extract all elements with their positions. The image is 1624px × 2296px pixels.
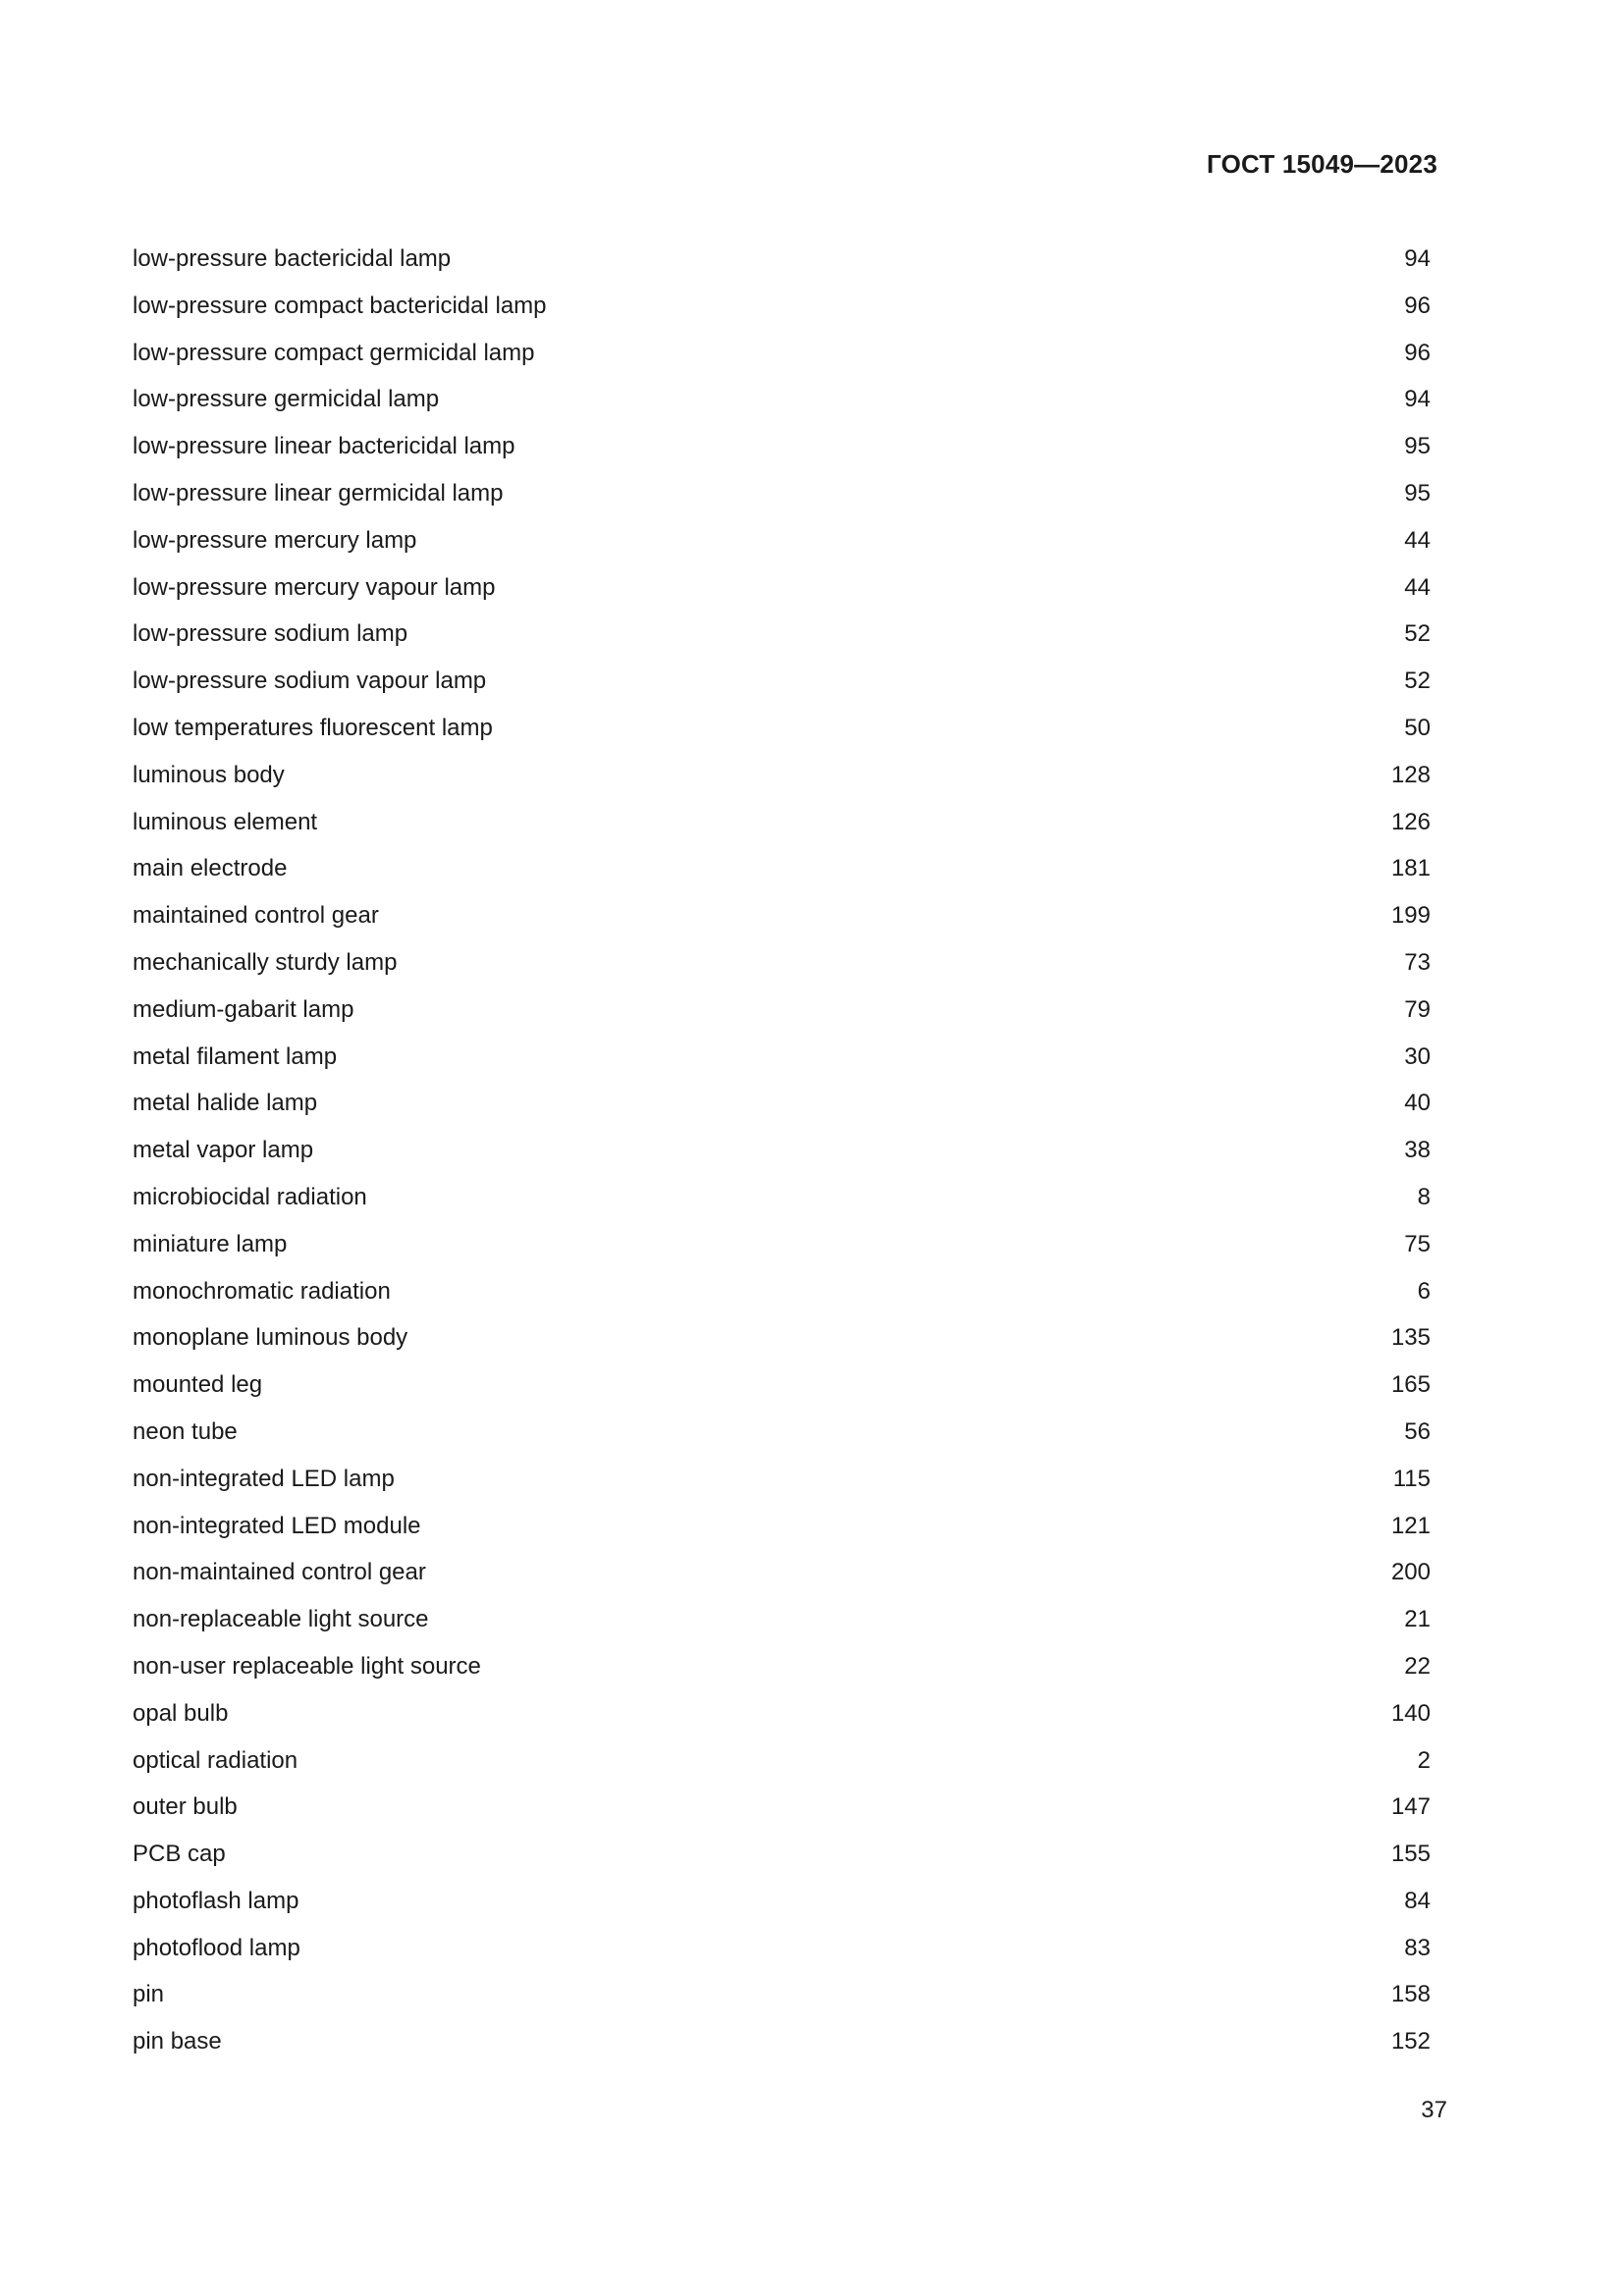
index-term: monoplane luminous body — [133, 1324, 408, 1352]
index-term: non-integrated LED module — [133, 1512, 421, 1539]
index-page-ref: 199 — [1390, 902, 1431, 930]
index-page-ref: 22 — [1404, 1652, 1431, 1680]
index-page-ref: 96 — [1404, 292, 1431, 319]
index-page-ref: 84 — [1404, 1887, 1431, 1914]
index-page-ref: 40 — [1404, 1090, 1431, 1117]
index-entry — [133, 1835, 1431, 1882]
index-term: medium-gabarit lamp — [133, 995, 354, 1023]
index-entry — [133, 1882, 1431, 1929]
index-entry — [133, 756, 1431, 803]
index-term: metal filament lamp — [133, 1042, 338, 1070]
index-term: metal halide lamp — [133, 1090, 318, 1117]
index-entry — [133, 1788, 1431, 1835]
index-page-ref: 6 — [1417, 1277, 1431, 1305]
index-page-ref: 73 — [1404, 948, 1431, 976]
index-page-ref: 181 — [1390, 855, 1431, 882]
index-term: low-pressure germicidal lamp — [133, 386, 440, 413]
index-entry — [133, 240, 1431, 287]
page-number: 37 — [1421, 2097, 1447, 2123]
index-term: non-user replaceable light source — [133, 1652, 481, 1680]
index-entry — [133, 943, 1431, 990]
index-entry — [133, 287, 1431, 334]
index-page-ref: 158 — [1390, 1981, 1431, 2008]
index-term: low-pressure bactericidal lamp — [133, 245, 452, 272]
index-term: monochromatic radiation — [133, 1277, 391, 1305]
index-page-ref: 50 — [1404, 714, 1431, 741]
index-entry — [133, 709, 1431, 756]
index-term: low temperatures fluorescent lamp — [133, 714, 493, 741]
index-entry — [133, 1272, 1431, 1319]
index-term: low-pressure mercury vapour lamp — [133, 573, 496, 601]
index-page-ref: 44 — [1404, 573, 1431, 601]
index-term: opal bulb — [133, 1699, 229, 1727]
index-term: mechanically sturdy lamp — [133, 948, 398, 976]
index-page-ref: 152 — [1390, 2028, 1431, 2056]
index-page-ref: 115 — [1392, 1465, 1431, 1492]
index-page-ref: 30 — [1404, 1042, 1431, 1070]
index-entry — [133, 474, 1431, 521]
index-term: maintained control gear — [133, 902, 379, 930]
index-page-ref: 21 — [1404, 1606, 1431, 1633]
index-entry — [133, 1694, 1431, 1741]
index-page-ref: 52 — [1404, 667, 1431, 695]
index-entry — [133, 896, 1431, 943]
index-term: low-pressure sodium lamp — [133, 620, 408, 648]
index-page-ref: 155 — [1390, 1841, 1431, 1868]
index-entry — [133, 1413, 1431, 1460]
index-page-ref: 52 — [1404, 620, 1431, 648]
index-page-ref: 165 — [1390, 1371, 1431, 1399]
index-term: microbiocidal radiation — [133, 1183, 367, 1210]
index-entry — [133, 568, 1431, 615]
index-page-ref: 38 — [1404, 1137, 1431, 1164]
index-entry — [133, 2022, 1431, 2069]
index-entry — [133, 1553, 1431, 1600]
term-index-list — [133, 240, 1431, 2069]
index-term: low-pressure compact germicidal lamp — [133, 339, 535, 366]
index-page-ref: 75 — [1404, 1230, 1431, 1257]
index-entry — [133, 1225, 1431, 1272]
index-term: main electrode — [133, 855, 288, 882]
index-term: photoflash lamp — [133, 1887, 299, 1914]
index-page-ref: 135 — [1390, 1324, 1431, 1352]
index-entry — [133, 1038, 1431, 1085]
index-page-ref: 94 — [1404, 245, 1431, 272]
index-entry — [133, 1929, 1431, 1976]
index-term: pin base — [133, 2028, 222, 2056]
index-term: low-pressure mercury lamp — [133, 526, 417, 554]
index-page-ref: 95 — [1404, 433, 1431, 460]
index-entry — [133, 521, 1431, 568]
index-entry — [133, 1178, 1431, 1225]
index-term: photoflood lamp — [133, 1934, 300, 1961]
index-page-ref: 200 — [1390, 1559, 1431, 1586]
index-page-ref: 2 — [1417, 1746, 1431, 1774]
index-page-ref: 96 — [1404, 339, 1431, 366]
index-page-ref: 8 — [1417, 1183, 1431, 1210]
index-entry — [133, 380, 1431, 427]
index-entry — [133, 1647, 1431, 1694]
index-entry — [133, 1600, 1431, 1647]
index-term: optical radiation — [133, 1746, 298, 1774]
index-term: miniature lamp — [133, 1230, 288, 1257]
index-page-ref: 128 — [1390, 761, 1431, 788]
index-page-ref: 94 — [1404, 386, 1431, 413]
index-term: PCB cap — [133, 1841, 226, 1868]
index-term: low-pressure sodium vapour lamp — [133, 667, 487, 695]
index-term: non-replaceable light source — [133, 1606, 429, 1633]
index-entry — [133, 849, 1431, 896]
index-term: low-pressure linear bactericidal lamp — [133, 433, 515, 460]
index-term: mounted leg — [133, 1371, 263, 1399]
index-entry — [133, 1507, 1431, 1554]
index-term: low-pressure linear germicidal lamp — [133, 479, 504, 507]
index-entry — [133, 1975, 1431, 2022]
index-page-ref: 44 — [1404, 526, 1431, 554]
index-entry — [133, 614, 1431, 662]
index-entry — [133, 1084, 1431, 1131]
index-term: luminous body — [133, 761, 285, 788]
index-term: pin — [133, 1981, 165, 2008]
index-entry — [133, 334, 1431, 381]
index-term: low-pressure compact bactericidal lamp — [133, 292, 547, 319]
index-page-ref: 126 — [1390, 808, 1431, 835]
index-page-ref: 79 — [1404, 995, 1431, 1023]
index-entry — [133, 1460, 1431, 1507]
index-page-ref: 140 — [1390, 1699, 1431, 1727]
index-term: outer bulb — [133, 1793, 238, 1821]
index-page-ref: 83 — [1404, 1934, 1431, 1961]
index-page-ref: 56 — [1404, 1417, 1431, 1445]
index-page-ref: 121 — [1390, 1512, 1431, 1539]
index-page-ref: 147 — [1390, 1793, 1431, 1821]
index-term: neon tube — [133, 1417, 238, 1445]
index-term: non-integrated LED lamp — [133, 1465, 395, 1492]
index-page-ref: 95 — [1404, 479, 1431, 507]
index-entry — [133, 427, 1431, 474]
index-entry — [133, 803, 1431, 850]
index-entry — [133, 990, 1431, 1038]
index-entry — [133, 662, 1431, 709]
index-entry — [133, 1131, 1431, 1178]
index-entry — [133, 1741, 1431, 1789]
index-term: luminous element — [133, 808, 318, 835]
index-term: non-maintained control gear — [133, 1559, 426, 1586]
index-entry — [133, 1365, 1431, 1413]
document-header: ГОСТ 15049—2023 — [1207, 149, 1437, 179]
index-entry — [133, 1318, 1431, 1365]
index-term: metal vapor lamp — [133, 1137, 314, 1164]
